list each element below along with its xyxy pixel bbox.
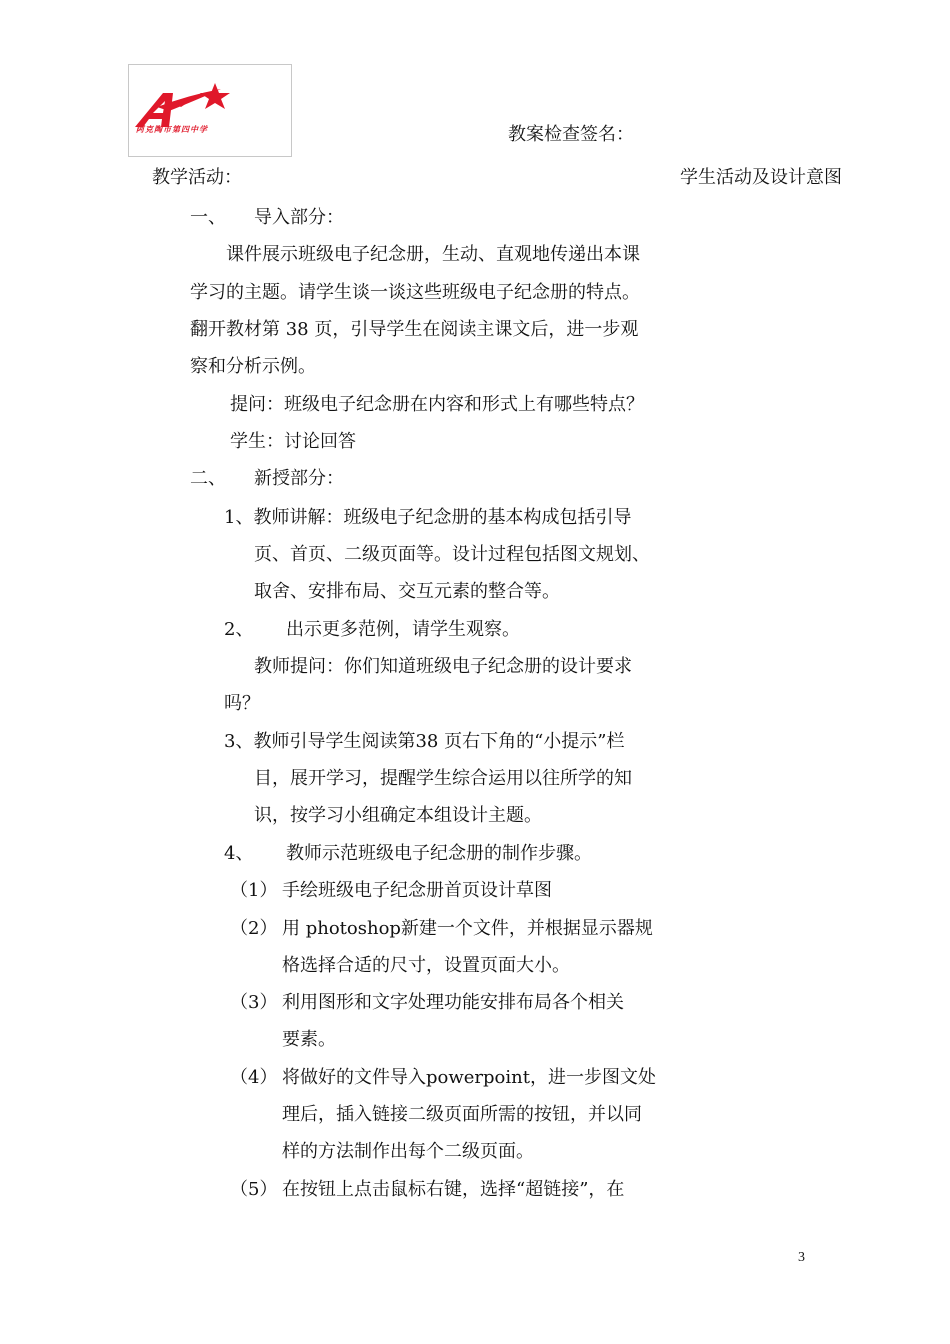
page-number: 3 — [798, 1250, 805, 1265]
step-line: 手绘班级电子纪念册首页设计草图 — [282, 880, 552, 901]
intro-paragraph-line: 翻开教材第 38 页，引导学生在阅读主课文后，进一步观 — [190, 319, 639, 340]
intro-paragraph-line: 学习的主题。请学生谈一谈这些班级电子纪念册的特点。 — [190, 282, 640, 303]
item4-text: 教师示范班级电子纪念册的制作步骤。 — [286, 843, 592, 864]
step-line: 用 photoshop新建一个文件，并根据显示器规 — [282, 918, 653, 939]
item4-number: 4、 — [224, 843, 254, 864]
section1-number: 一、 — [190, 207, 226, 228]
step-line: 要素。 — [282, 1029, 336, 1050]
step-line: 将做好的文件导入powerpoint，进一步图文处 — [282, 1067, 656, 1088]
item2-number: 2、 — [224, 619, 254, 640]
teacher-question-line: 吗？ — [224, 693, 260, 714]
intro-paragraph-line: 课件展示班级电子纪念册，生动、直观地传递出本课 — [226, 244, 640, 265]
teacher-question-line: 教师提问：你们知道班级电子纪念册的设计要求 — [254, 656, 632, 677]
section2-title: 新授部分： — [254, 468, 344, 489]
step-number: （5） — [230, 1179, 278, 1200]
item3-line: 目，展开学习，提醒学生综合运用以往所学的知 — [254, 768, 632, 789]
school-logo — [128, 64, 292, 157]
star-a-logo-icon — [129, 65, 293, 158]
step-line: 在按钮上点击鼠标右键，选择“超链接”，在 — [282, 1179, 625, 1200]
item1-line: 1、教师讲解：班级电子纪念册的基本构成包括引导 — [224, 507, 632, 528]
step-number: （2） — [230, 918, 278, 939]
step-number: （3） — [230, 992, 278, 1013]
logo-school-name: 阿克陶市第四中学 — [136, 125, 208, 134]
step-line: 利用图形和文字处理功能安排布局各个相关 — [282, 992, 624, 1013]
item1-line: 取舍、安排布局、交互元素的整合等。 — [254, 581, 560, 602]
check-signature-label: 教案检查签名： — [508, 124, 634, 145]
question-line: 提问：班级电子纪念册在内容和形式上有哪些特点？ — [230, 394, 644, 415]
section1-title: 导入部分： — [254, 207, 344, 228]
student-answer-line: 学生：讨论回答 — [230, 431, 356, 452]
step-line: 样的方法制作出每个二级页面。 — [282, 1141, 534, 1162]
item2-text: 出示更多范例，请学生观察。 — [286, 619, 520, 640]
step-number: （1） — [230, 880, 278, 901]
item1-line: 页、首页、二级页面等。设计过程包括图文规划、 — [254, 544, 650, 565]
teaching-activity-heading: 教学活动： — [152, 167, 242, 188]
item3-line: 识，按学习小组确定本组设计主题。 — [254, 805, 542, 826]
step-line: 理后，插入链接二级页面所需的按钮，并以同 — [282, 1104, 642, 1125]
step-number: （4） — [230, 1067, 278, 1088]
item3-line: 3、教师引导学生阅读第38 页右下角的“小提示”栏 — [224, 731, 625, 752]
step-line: 格选择合适的尺寸，设置页面大小。 — [282, 955, 570, 976]
section2-number: 二、 — [190, 468, 226, 489]
student-activity-heading: 学生活动及设计意图 — [680, 167, 842, 188]
intro-paragraph-line: 察和分析示例。 — [190, 356, 316, 377]
